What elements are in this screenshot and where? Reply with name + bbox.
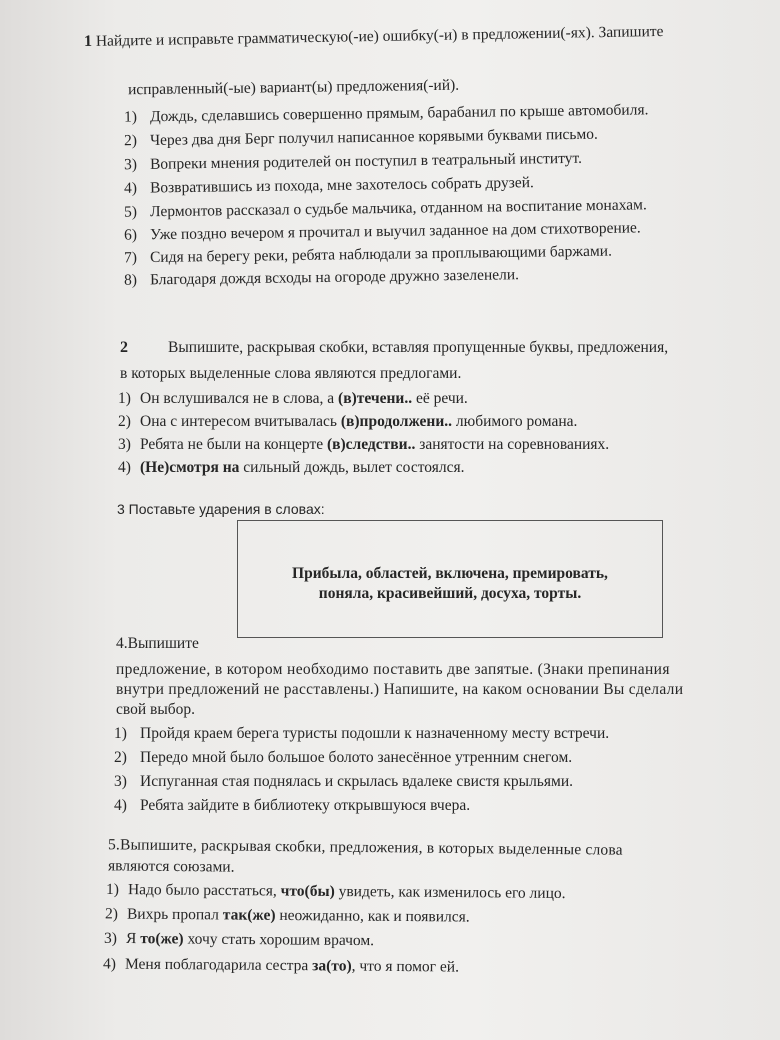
task1-item: 2) Через два дня Берг получил написанное корявыми буквами письмо. [123, 125, 598, 150]
highlighted-word: (в)следстви.. [326, 436, 416, 453]
task4-instruction-4: свой выбор. [116, 701, 196, 718]
task5-item: 2) Вихрь пропал так(же) неожиданно, как и появился. [104, 905, 470, 926]
highlighted-word: (в)течени.. [338, 390, 413, 407]
task2-item: 3) Ребята не были на концерте (в)следстви.. занятости на соревнованиях. [118, 436, 610, 453]
task1-item: 8) Благодаря дождя всходы на огороде дружно зазеленели. [123, 266, 520, 289]
task5-heading: 5.Выпишите, раскрывая скобки, предложения, в которых выделенные слова [107, 836, 623, 859]
task2-instruction-2: в которых выделенные слова являются предлогами. [120, 365, 462, 382]
task5-item: 4) Меня поблагодарила сестра за(то), что я помог ей. [102, 955, 460, 976]
highlighted-word: за(то) [312, 957, 352, 975]
task4-item: 1) Пройдя краем берега туристы подошли к назначенному месту встречи. [114, 725, 610, 742]
task2-item: 2) Она с интересом вчитывалась (в)продолжени.. любимого романа. [118, 413, 578, 430]
task3-word-box [237, 520, 663, 638]
task2-instruction-1: Выпишите, раскрывая скобки, вставляя пропущенные буквы, предложения, [168, 339, 669, 356]
task1-item: 4) Возвратившись из похода, мне захотелось собрать друзей. [123, 174, 534, 197]
task3-words-2: поняла, красивейший, досуха, торты. [318, 585, 582, 602]
task1-heading [84, 22, 664, 52]
task4-item: 3) Испуганная стая поднялась и скрылась вдалеке свистя крыльями. [114, 773, 573, 790]
task4-item: 4) Ребята зайдите в библиотеку открывшуюся вчера. [114, 797, 471, 814]
highlighted-word: (Не)смотря на [140, 459, 240, 476]
task3-words-1: Прибыла, областей, включена, премировать, [292, 565, 608, 582]
highlighted-word: то(же) [140, 930, 184, 948]
highlighted-word: так(же) [222, 906, 276, 924]
task4-heading: 4.Выпишите [116, 635, 199, 652]
task2-number: 2 [120, 339, 128, 356]
highlighted-word: что(бы) [280, 882, 335, 900]
task4-instruction-2: предложение, в котором необходимо поставить две запятые. (Знаки препинания [116, 661, 670, 678]
task2-heading [120, 338, 668, 358]
highlighted-word: (в)продолжени.. [340, 413, 453, 430]
task4-instruction-3: внутри предложений не расставлены.) Напишите, на каком основании Вы сделали [116, 681, 684, 698]
task1-item: 7) Сидя на берегу реки, ребята наблюдали за проплывающими баржами. [123, 242, 613, 267]
task5-item: 1) Надо было расстаться, что(бы) увидеть, как изменилось его лицо. [105, 880, 566, 903]
task3-title: 3 Поставьте ударения в словах: [117, 501, 325, 517]
task5-instruction-2: являются союзами. [107, 857, 235, 876]
task4-item: 2) Передо мной было большое болото занесённое утренним снегом. [114, 749, 573, 766]
task1-instruction-2: исправленный(-ые) вариант(ы) предложения(-ий). [127, 76, 460, 99]
task1-number: 1 [83, 32, 93, 51]
task2-item: 1) Он вслушивался не в слова, а (в)течени.. её речи. [118, 390, 468, 407]
task1-item: 6) Уже поздно вечером я прочитал и выучил заданное на дом стихотворение. [123, 219, 641, 244]
task1-item: 5) Лермонтов рассказал о судьбе мальчика, отданном на воспитание монахам. [123, 196, 647, 221]
task1-item: 3) Вопреки мнения родителей он поступил в театральный институт. [123, 149, 583, 174]
task1-instruction-1: Найдите и исправьте грамматическую(-ие) ошибку(-и) в предложении(-ях). Запишите [95, 22, 664, 50]
task5-item: 3) Я то(же) хочу стать хорошим врачом. [103, 929, 375, 950]
task1-item: 1) Дождь, сделавшись совершенно прямым, барабанил по крыше автомобиля. [123, 101, 649, 126]
task2-item: 4) (Не)смотря на сильный дождь, вылет состоялся. [118, 459, 465, 476]
